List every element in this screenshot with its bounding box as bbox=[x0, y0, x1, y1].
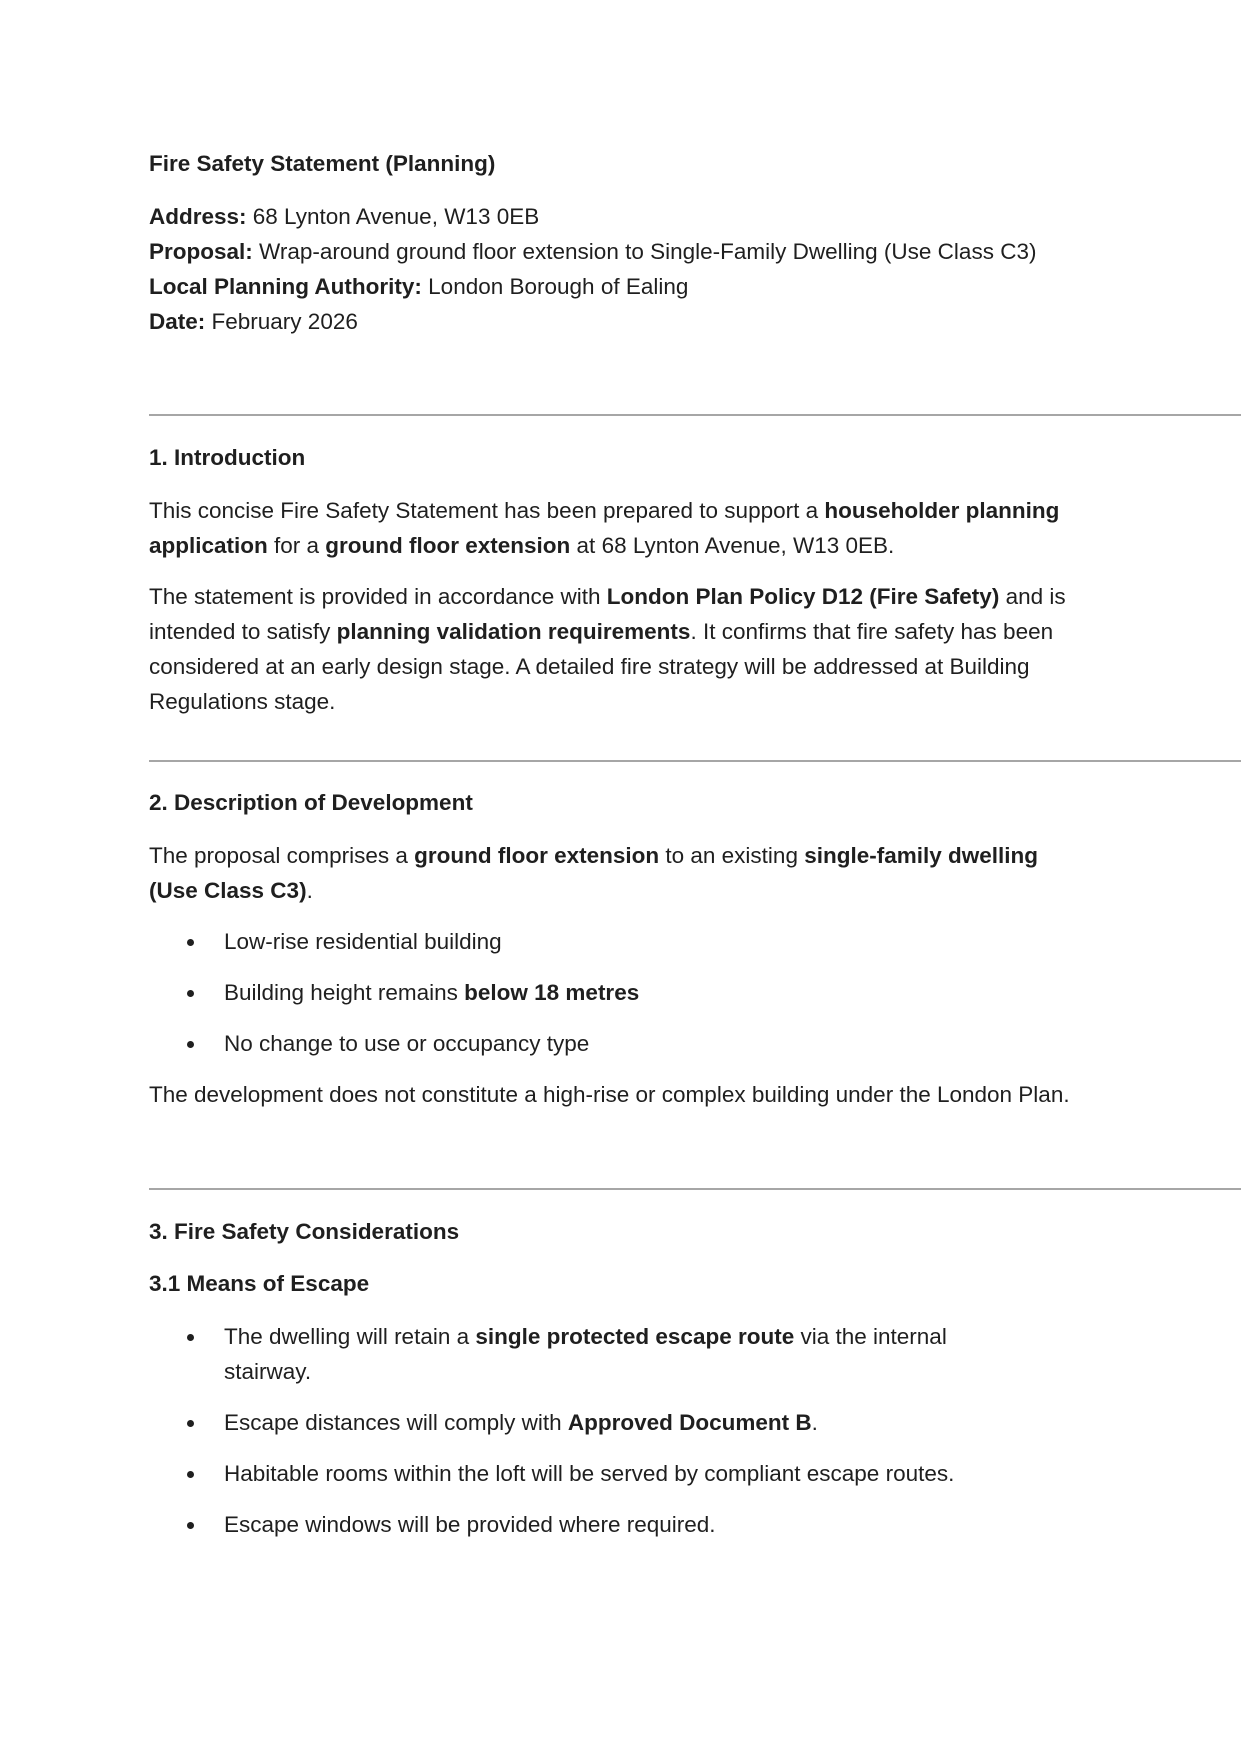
paragraph bbox=[149, 493, 1089, 563]
bold-text: London Plan Policy D12 (Fire Safety) bbox=[606, 584, 1000, 609]
section-heading: 3. Fire Safety Considerations bbox=[149, 1219, 460, 1244]
text-run: at 68 Lynton Avenue, W13 0EB. bbox=[570, 533, 895, 558]
text-run: Habitable rooms within the loft will be served by compliant escape routes. bbox=[224, 1461, 955, 1486]
text-run: via the internal stairway. bbox=[224, 1324, 947, 1384]
list-item bbox=[149, 1456, 1089, 1491]
document-title: Fire Safety Statement (Planning) bbox=[149, 151, 496, 176]
section-introduction bbox=[149, 443, 1089, 719]
section-heading: 1. Introduction bbox=[149, 445, 306, 470]
bullet-icon bbox=[187, 939, 194, 946]
text-run: for a bbox=[267, 533, 326, 558]
section-divider bbox=[149, 1188, 1241, 1190]
list-item bbox=[149, 1507, 1089, 1542]
list-item bbox=[149, 924, 1089, 959]
authority-label: Local Planning Authority: bbox=[149, 274, 422, 299]
text-run: Low-rise residential building bbox=[224, 929, 502, 954]
meta-proposal bbox=[149, 234, 1089, 269]
address-value: 68 Lynton Avenue, W13 0EB bbox=[246, 204, 540, 229]
paragraph: The development does not constitute a high-rise or complex building under the London Plan. bbox=[149, 1082, 1070, 1107]
bullet-icon bbox=[187, 1334, 194, 1341]
section-description bbox=[149, 788, 1089, 1112]
section-heading: 2. Description of Development bbox=[149, 790, 473, 815]
text-run: No change to use or occupancy type bbox=[224, 1031, 590, 1056]
text-run: Building height remains bbox=[224, 980, 465, 1005]
bold-text: single protected escape route bbox=[475, 1324, 795, 1349]
bold-text: ground floor extension bbox=[325, 533, 571, 558]
address-label: Address: bbox=[149, 204, 247, 229]
list-item bbox=[149, 1405, 1089, 1440]
paragraph bbox=[149, 838, 1089, 908]
text-run: Escape windows will be provided where required. bbox=[224, 1512, 716, 1537]
subsection-heading: 3.1 Means of Escape bbox=[149, 1271, 370, 1296]
list-item bbox=[149, 975, 1089, 1010]
bullet-list bbox=[149, 924, 1089, 1061]
bold-text: ground floor extension bbox=[414, 843, 660, 868]
date-label: Date: bbox=[149, 309, 206, 334]
bold-text: below 18 metres bbox=[464, 980, 640, 1005]
bullet-icon bbox=[187, 1471, 194, 1478]
text-run: The dwelling will retain a bbox=[224, 1324, 476, 1349]
bold-text: householder planning application bbox=[149, 498, 1060, 558]
text-run: The statement is provided in accordance with bbox=[149, 584, 607, 609]
text-run: Escape distances will comply with bbox=[224, 1410, 568, 1435]
list-item bbox=[149, 1319, 1089, 1389]
section-divider bbox=[149, 414, 1241, 416]
proposal-value: Wrap-around ground floor extension to Single-Family Dwelling (Use Class C3) bbox=[252, 239, 1037, 264]
proposal-label: Proposal: bbox=[149, 239, 253, 264]
bullet-icon bbox=[187, 990, 194, 997]
meta-date bbox=[149, 304, 1089, 339]
text-run: and is intended to satisfy bbox=[149, 584, 1066, 644]
list-item bbox=[149, 1026, 1089, 1061]
bullet-icon bbox=[187, 1522, 194, 1529]
bullet-icon bbox=[187, 1041, 194, 1048]
text-run: to an existing bbox=[659, 843, 805, 868]
text-run: This concise Fire Safety Statement has been prepared to support a bbox=[149, 498, 825, 523]
text-run: . bbox=[811, 1410, 818, 1435]
bold-text: planning validation requirements bbox=[336, 619, 691, 644]
text-run: . It confirms that fire safety has been considered at an early design stage. A detailed fire strategy will be addressed at Building Regulations stage. bbox=[149, 619, 1054, 714]
section-divider bbox=[149, 760, 1241, 762]
bold-text: Approved Document B bbox=[567, 1410, 812, 1435]
document-title-block bbox=[149, 149, 1089, 179]
bullet-icon bbox=[187, 1420, 194, 1427]
document-meta bbox=[149, 199, 1089, 339]
meta-authority bbox=[149, 269, 1089, 304]
section-fire-safety bbox=[149, 1217, 1089, 1542]
date-value: February 2026 bbox=[205, 309, 358, 334]
paragraph bbox=[149, 579, 1089, 719]
authority-value: London Borough of Ealing bbox=[421, 274, 689, 299]
bold-text: single-family dwelling (Use Class C3) bbox=[149, 843, 1039, 903]
text-run: . bbox=[306, 878, 313, 903]
text-run: The proposal comprises a bbox=[149, 843, 415, 868]
bullet-list bbox=[149, 1319, 1089, 1542]
meta-address bbox=[149, 199, 1089, 234]
